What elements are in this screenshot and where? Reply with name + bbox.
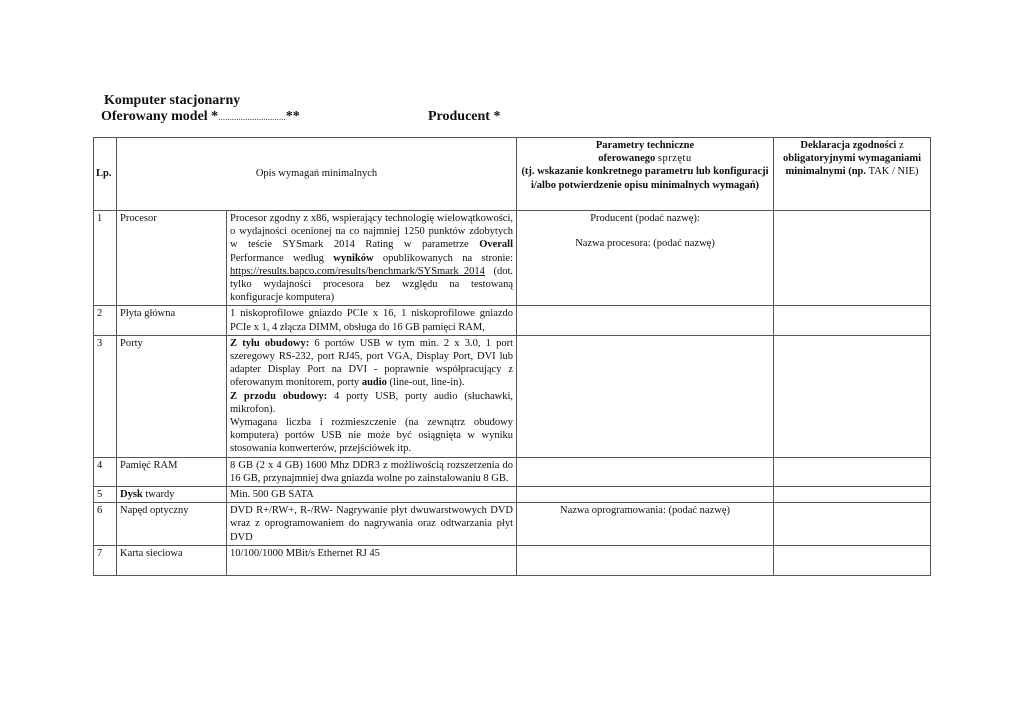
col-header-lp: Lp. [94,138,117,211]
offered-model-label: Oferowany model * [101,109,219,124]
offered-model-dots[interactable]: .............................. [218,112,286,122]
table-row [94,306,931,335]
param-header-line3: (tj. wskazanie konkretnego parametru lub konfiguracji i/albo potwierdzenie opisu minimalnych wymagań) [521,166,769,191]
row-lp: 2 [94,306,117,335]
req-text: 6 portów USB w tym min. 2 x 3.0, 1 port szeregowy RS-232, port RJ45, port VGA, Display Port, DVI lub adapter Display Port na DVI - poprawnie współpracujący z oferowanym monitorem, porty [230,337,514,389]
table-row [94,503,931,546]
col-header-parameters [517,138,774,211]
row-name [117,487,227,503]
row-declaration[interactable] [774,211,931,306]
row-declaration[interactable] [774,487,931,503]
table-header-row [94,138,931,211]
decl-header-a: Deklaracja zgodności [800,140,897,151]
row-name: Porty [117,335,227,457]
row-requirement: DVD R+/RW+, R-/RW- Nagrywanie płyt dwuwarstwowych DVD wraz z oprogramowaniem do nagrywania oraz odtwarzania płyt DVD [227,503,517,546]
param-header-line2a: oferowanego [598,153,656,165]
req-bold: Z tyłu obudowy: [230,337,310,349]
row-lp: 3 [94,335,117,457]
row-name: Karta sieciowa [117,545,227,575]
row-parameters[interactable] [517,306,774,335]
row-name: Napęd optyczny [117,503,227,546]
requirements-table [93,137,931,576]
req-text: Procesor zgodny z x86, wspierający technologię wielowątkowości, o wydajności ocenionej na co najmniej 1250 punktów zdobytych w teście SYSmark 2014 Rating w parametrze [230,213,514,251]
table-row [94,457,931,486]
decl-header-b: z [898,140,904,151]
param-producer: Producent (podać nazwę): [590,213,700,224]
benchmark-link[interactable]: https://results.bapco.com/results/benchmark/SYSmark_2014 [230,265,485,277]
offered-model-line [101,109,300,125]
req-text: Performance według [230,252,324,264]
table-row [94,487,931,503]
req-text: (dot. tylko wydajności procesora bez względu na testowaną konfiguracje komputera) [230,265,514,304]
row-requirement: 10/100/1000 MBit/s Ethernet RJ 45 [227,545,517,575]
row-parameters[interactable] [517,457,774,486]
param-cpu-name: Nazwa procesora: (podać nazwę) [575,238,715,250]
row-requirement: 1 niskoprofilowe gniazdo PCIe x 16, 1 niskoprofilowe gniazdo PCIe x 1, 4 złącza DIMM, obsługa do 16 GB pamięci RAM, [227,306,517,335]
row-requirement [227,211,517,306]
col-header-declaration [774,138,931,211]
row-name-rest: twardy [145,489,175,501]
row-name: Procesor [117,211,227,306]
row-name: Pamięć RAM [117,457,227,486]
row-declaration[interactable] [774,335,931,457]
row-requirement: 8 GB (2 x 4 GB) 1600 Mhz DDR3 z możliwością rozszerzenia do 16 GB, przynajmniej dwa gniazda wolne po zainstalowaniu 8 GB. [227,457,517,486]
req-text: Wymagana liczba i rozmieszczenie (na zewnątrz obudowy komputera) portów USB nie może być osiągnięta w wyniku stosowania konwerterów, przejściówek itp. [230,417,514,455]
row-requirement [227,335,517,457]
document-title: Komputer stacjonarny [104,93,241,108]
row-lp: 6 [94,503,117,546]
table-row [94,211,931,306]
offered-model-suffix: ** [285,109,300,124]
row-parameters[interactable]: Nazwa oprogramowania: (podać nazwę) [517,503,774,546]
row-declaration[interactable] [774,457,931,486]
row-parameters[interactable] [517,545,774,575]
row-parameters[interactable] [517,211,774,306]
producer-label: Producent * [428,109,501,124]
req-text: (line-out, line-in). [389,377,465,389]
row-name-bold: Dysk [120,489,143,501]
req-bold: Z przodu obudowy: [230,390,328,402]
param-header-line2b: sprzętu [657,153,692,165]
param-header-line1: Parametry techniczne [595,140,695,151]
decl-header-d: (np. [848,166,867,178]
decl-header-e: TAK / NIE) [868,166,919,178]
req-bold: Overall [479,239,514,251]
req-text: 4 porty USB, porty audio (słuchawki, mikrofon). [230,390,514,415]
decl-header-c: obligatoryjnymi wymaganiami minimalnymi [783,153,921,178]
row-declaration[interactable] [774,503,931,546]
row-declaration[interactable] [774,306,931,335]
req-text: opublikowanych na stronie: [382,252,513,264]
row-lp: 1 [94,211,117,306]
col-header-opis: Opis wymagań minimalnych [117,138,517,211]
row-lp: 5 [94,487,117,503]
row-lp: 7 [94,545,117,575]
req-bold: wyników [333,252,374,264]
row-name: Płyta główna [117,306,227,335]
row-parameters[interactable] [517,487,774,503]
row-parameters[interactable] [517,335,774,457]
table-row [94,545,931,575]
req-bold: audio [361,377,387,389]
row-requirement: Min. 500 GB SATA [227,487,517,503]
row-lp: 4 [94,457,117,486]
table-row [94,335,931,457]
row-declaration[interactable] [774,545,931,575]
